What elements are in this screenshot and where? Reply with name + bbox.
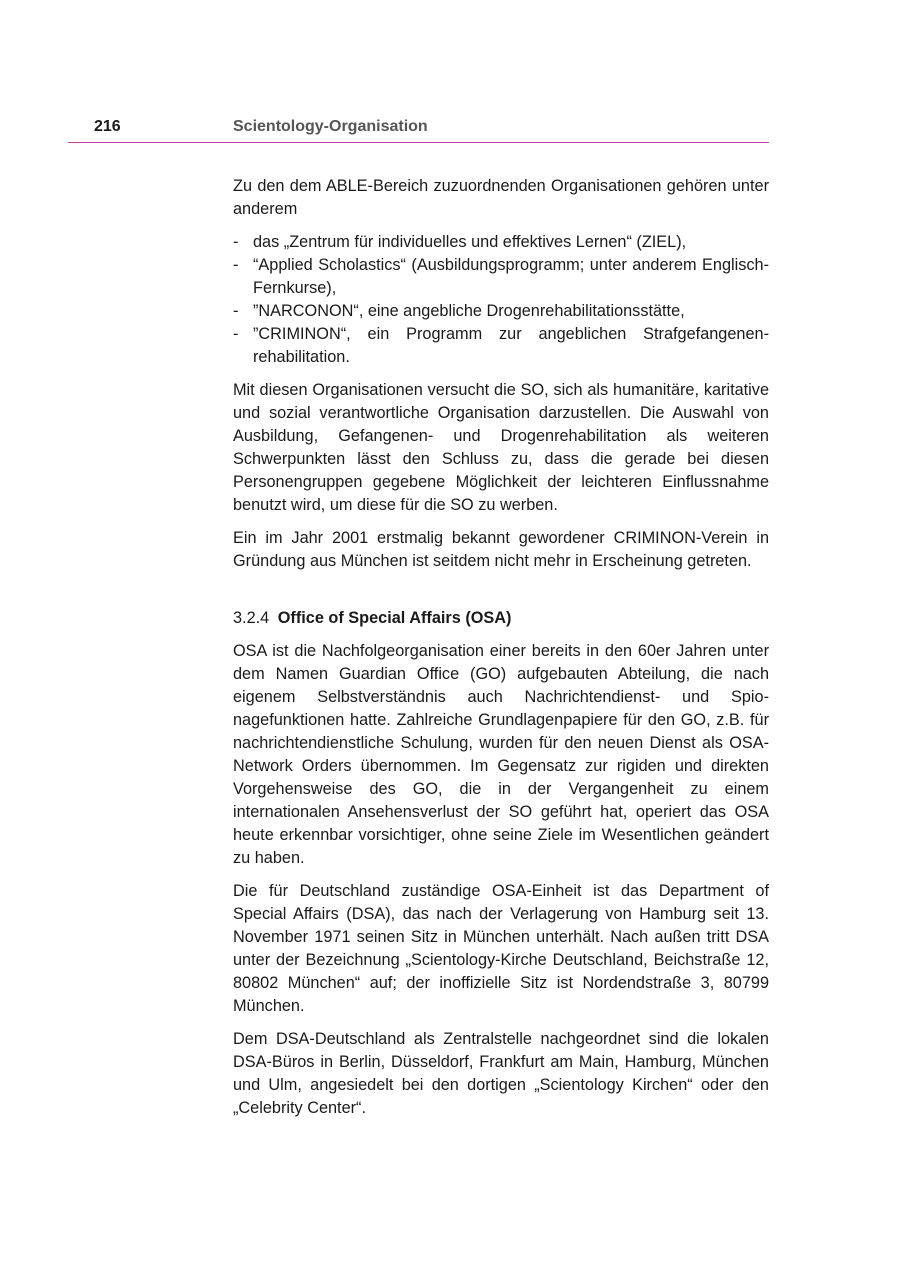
- page-number: 216: [94, 118, 121, 135]
- list-item: - ”CRIMINON“, ein Programm zur angeblichen Strafgefangenenrehabilitation.: [233, 323, 769, 369]
- paragraph: Dem DSA-Deutschland als Zentralstelle nachgeordnet sind die lokalen DSA-Büros in Berlin, Düsseldorf, Frankfurt am Main, Hamburg, München und Ulm, angesiedelt bei den dortigen „Scientology Kirchen“ oder den „Celebrity Center“.: [233, 1030, 769, 1117]
- intro-paragraph: Zu den dem ABLE-Bereich zuzuordnenden Organisationen gehören unter anderem: [233, 177, 769, 218]
- running-title: Scientology-Organisation: [233, 118, 428, 135]
- section-title: Office of Special Affairs (OSA): [277, 609, 512, 627]
- page-header: [68, 116, 769, 144]
- section-heading: [233, 607, 769, 630]
- paragraph: OSA ist die Nachfolgeorganisation einer bereits in den 60er Jahren unter dem Namen Guardian Office (GO) aufgebauten Abteilung, die nach eigenem Selbstverständnis auch Nachrichtendienst- und Spionagefunktionen hatte. Zahlreiche Grundlagenpapiere für den GO, z.B. für nachrichtendienstliche Schulung, wurden für den neuen Dienst als OSA-Network Orders übernommen. Im Gegensatz zur rigiden und direkten Vorgehensweise des GO, die in der Vergangenheit zu einem internationalen Ansehensverlust der SO geführt hat, operiert das OSA heute erkennbar vorsichtiger, ohne seine Ziele im Wesentlichen geändert zu haben.: [233, 642, 769, 867]
- paragraph: Mit diesen Organisationen versucht die SO, sich als humanitäre, karitative und sozial verantwortliche Organisation darzustellen. Die Auswahl von Ausbildung, Gefangenen- und Drogenrehabilitation als weiteren Schwerpunkten lässt den Schluss zu, dass die gerade bei diesen Personengruppen gegebene Möglichkeit der leichteren Einflussnahme benutzt wird, um diese für die SO zu werben.: [233, 381, 769, 514]
- body-text: [233, 175, 769, 1130]
- list-item: - das „Zentrum für individuelles und effektives Lernen“ (ZIEL),: [233, 231, 769, 254]
- list-item: - ”NARCONON“, eine angebliche Drogenrehabilitationsstätte,: [233, 300, 769, 323]
- paragraph: Ein im Jahr 2001 erstmalig bekannt gewordener CRIMINON-Verein in Gründung aus München ist seitdem nicht mehr in Erscheinung getreten.: [233, 529, 769, 570]
- header-rule: [68, 142, 769, 143]
- list-item: - “Applied Scholastics“ (Ausbildungsprogramm; unter anderem Englisch-Fernkurse),: [233, 254, 769, 300]
- paragraph: Die für Deutschland zuständige OSA-Einheit ist das Department of Special Affairs (DSA), das nach der Verlagerung von Hamburg seit 13. November 1971 seinen Sitz in München unterhält. Nach außen tritt DSA unter der Bezeichnung „Scientology-Kirche Deutschland, Beichstraße 12, 80802 München“ auf; der inoffizielle Sitz ist Nordendstraße 3, 80799 München.: [233, 882, 769, 1015]
- section-number: 3.2.4: [233, 609, 270, 627]
- organisation-list: [233, 231, 769, 369]
